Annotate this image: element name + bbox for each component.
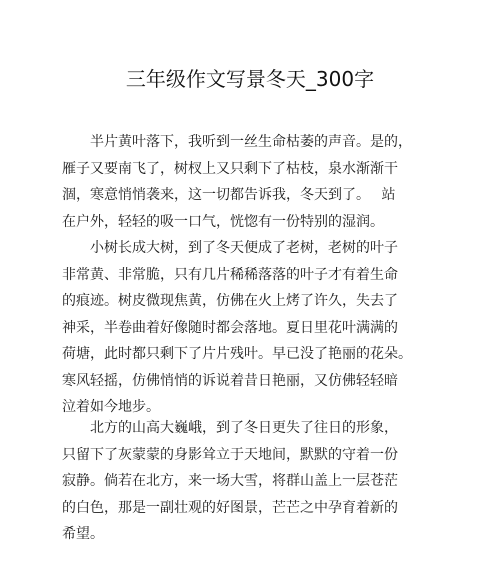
text-line: 只留下了灰蒙蒙的身影耸立于天地间，默默的守着一份 [62, 446, 398, 463]
document-title: 三年级作文写景冬天_300字 [125, 67, 375, 91]
text-line: 的白色，那是一副壮观的好图景，芒芒之中孕育着新的 [62, 499, 398, 516]
text-line: 希望。 [62, 526, 104, 542]
paragraph-2 [62, 235, 442, 421]
text-line: 雁子又要南飞了，树杈上又只剩下了枯枝，泉水渐渐干 [62, 160, 398, 177]
text-line: 的痕迹。树皮微现焦黄，仿佛在火上烤了许久，失去了 [62, 293, 398, 309]
text-line: 涸，寒意悄悄袭来，这一切都告诉我，冬天到了。 站 [62, 187, 396, 203]
text-line: 在户外，轻轻的吸一口气，恍惚有一份特别的湿润。 [62, 213, 384, 230]
text-line: 北方的山高大巍峨，到了冬日更失了往日的形象， [62, 420, 398, 436]
text-line: 非常黄、非常脆，只有几片稀稀落落的叶子才有着生命 [62, 266, 398, 283]
text-line: 半片黄叶落下，我听到一丝生命枯萎的声音。是的， [62, 134, 412, 150]
text-line: 荷塘，此时都只剩下了片片残叶。早已没了艳丽的花朵。 [62, 346, 412, 362]
text-line: 神采，半卷曲着好像随时都会落地。夏日里花叶满满的 [62, 319, 398, 336]
text-line: 寂静。倘若在北方，来一场大雪，将群山盖上一层苍茫 [62, 473, 398, 489]
text-line: 小树长成大树，到了冬天便成了老树，老树的叶子 [62, 240, 398, 256]
text-line: 寒风轻摇，仿佛悄悄的诉说着昔日艳丽，又仿佛轻轻暗 [62, 372, 398, 389]
paragraph-3 [62, 415, 442, 548]
text-line: 泣着如今地步。 [62, 399, 160, 415]
paragraph-1 [62, 129, 442, 235]
